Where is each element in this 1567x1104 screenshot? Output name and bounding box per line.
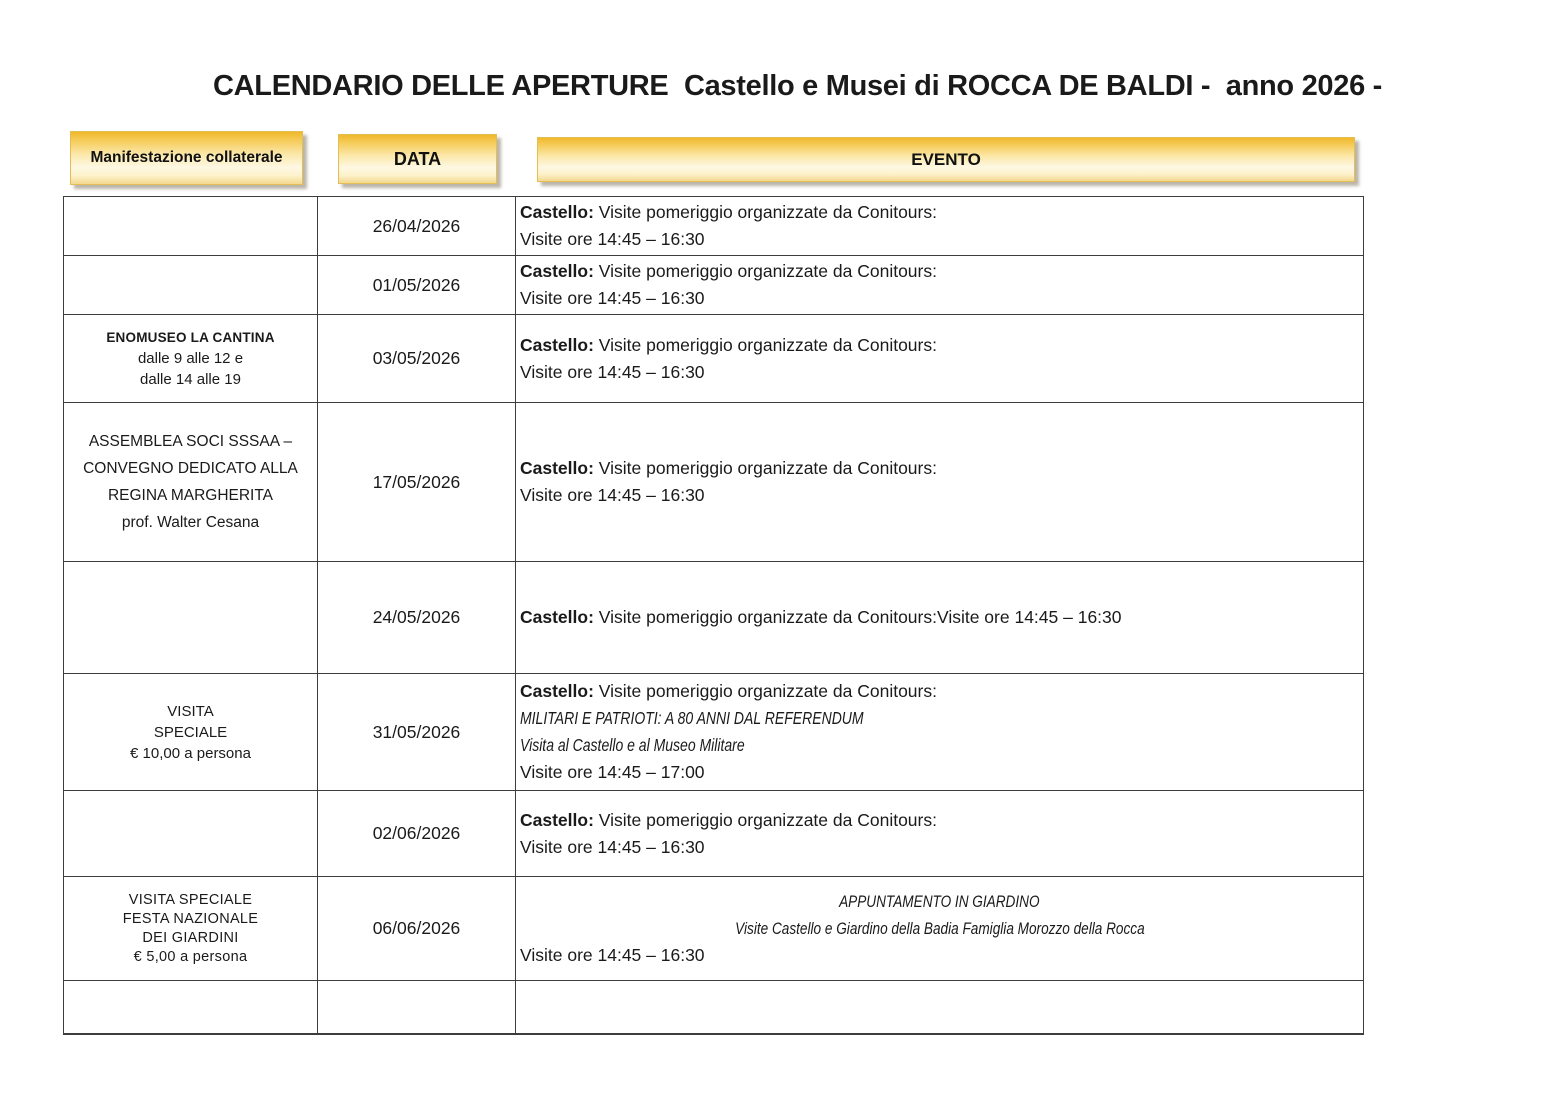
event-cell: Castello: Visite pomeriggio organizzate da Conitours: Visite ore 14:45 – 16:30 [516,403,1364,562]
table-row [64,403,1364,562]
event-cell: Castello: Visite pomeriggio organizzate da Conitours: Visite ore 14:45 – 16:30 [516,197,1364,256]
table-row [64,315,1364,403]
date-cell: 17/05/2026 [318,403,516,562]
date-cell: 03/05/2026 [318,315,516,403]
manifestazione-cell [64,562,318,674]
manifestazione-cell: VISITA SPECIALE € 10,00 a persona [64,674,318,791]
date-cell: 02/06/2026 [318,791,516,877]
table-row [64,981,1364,1034]
event-cell: Castello: Visite pomeriggio organizzate da Conitours: Visite ore 14:45 – 16:30 [516,315,1364,403]
date-cell: 24/05/2026 [318,562,516,674]
table-row [64,674,1364,791]
table-row [64,256,1364,315]
table-row [64,562,1364,674]
page-title: CALENDARIO DELLE APERTURE Castello e Musei di ROCCA DE BALDI - anno 2026 - [213,70,1383,102]
event-cell: Castello: Visite pomeriggio organizzate da Conitours: MILITARI E PATRIOTI: A 80 ANNI DAL REFERENDUM Visita al Castello e al Museo Militare Visite ore 14:45 – 17:00 [516,674,1364,791]
date-cell [318,981,516,1034]
manifestazione-cell [64,791,318,877]
manifestazione-cell: ENOMUSEO LA CANTINA dalle 9 alle 12 e dalle 14 alle 19 [64,315,318,403]
manifestazione-cell [64,981,318,1034]
calendar-table [63,196,1364,1035]
table-row [64,791,1364,877]
header-manifestazione [70,131,303,185]
event-cell: Castello: Visite pomeriggio organizzate da Conitours: Visite ore 14:45 – 16:30 [516,791,1364,877]
header-data [338,134,497,184]
date-cell: 31/05/2026 [318,674,516,791]
header-manifestazione-label: Manifestazione collaterale [90,149,283,166]
event-cell: Castello: Visite pomeriggio organizzate da Conitours: Visite ore 14:45 – 16:30 [516,256,1364,315]
header-data-label: DATA [393,148,442,169]
event-cell [516,981,1364,1034]
table-row [64,197,1364,256]
manifestazione-cell [64,256,318,315]
manifestazione-cell: ASSEMBLEA SOCI SSSAA – CONVEGNO DEDICATO ALLA REGINA MARGHERITA prof. Walter Cesana [64,403,318,562]
event-cell: APPUNTAMENTO IN GIARDINO Visite Castello e Giardino della Badia Famiglia Morozzo della Rocca Visite ore 14:45 – 16:30 [516,877,1364,981]
date-cell: 26/04/2026 [318,197,516,256]
date-cell: 06/06/2026 [318,877,516,981]
manifestazione-cell: VISITA SPECIALE FESTA NAZIONALE DEI GIARDINI € 5,00 a persona [64,877,318,981]
event-cell: Castello: Visite pomeriggio organizzate da Conitours:Visite ore 14:45 – 16:30 [516,562,1364,674]
header-evento-label: EVENTO [911,149,981,169]
table-row [64,877,1364,981]
header-evento [537,137,1355,182]
date-cell: 01/05/2026 [318,256,516,315]
manifestazione-cell [64,197,318,256]
